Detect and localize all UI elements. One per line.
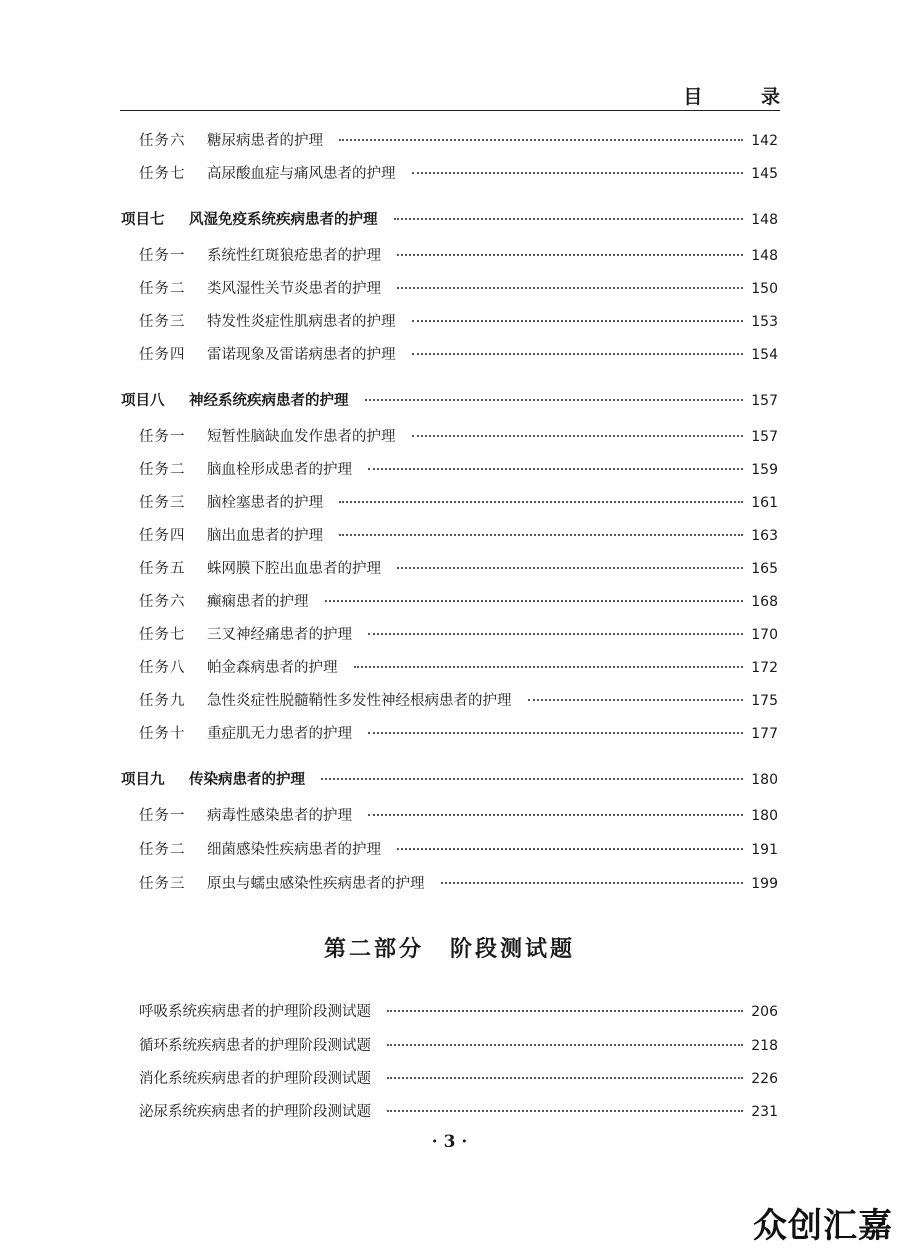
leader-dots: [387, 1043, 743, 1046]
toc-entry-task[interactable]: [0, 623, 899, 647]
page-number: 154: [751, 347, 778, 363]
task-number: 任务六: [139, 594, 186, 610]
page-number: 153: [751, 314, 778, 330]
task-number: 任务一: [139, 808, 186, 824]
leader-dots: [412, 352, 744, 355]
task-number: 任务一: [139, 248, 186, 264]
page-number: 218: [751, 1038, 778, 1054]
toc-entry-project[interactable]: [0, 389, 899, 413]
page-number: 231: [751, 1104, 778, 1120]
toc-entry-task[interactable]: [0, 425, 899, 449]
leader-dots: [441, 881, 744, 884]
running-header: 目 录: [683, 86, 806, 108]
leader-dots: [325, 599, 744, 602]
toc-entry-task[interactable]: [0, 656, 899, 680]
watermark-logo: 众创汇嘉: [753, 1206, 893, 1246]
task-number: 任务一: [139, 429, 186, 445]
page-number: 177: [751, 726, 778, 742]
test-title: 泌尿系统疾病患者的护理阶段测试题: [139, 1104, 371, 1120]
leader-dots: [368, 632, 743, 635]
task-title: 病毒性感染患者的护理: [207, 808, 352, 824]
page-number: 159: [751, 462, 778, 478]
task-number: 任务三: [139, 876, 186, 892]
toc-entry-test[interactable]: [0, 1067, 899, 1091]
task-title: 急性炎症性脱髓鞘性多发性神经根病患者的护理: [207, 693, 512, 709]
task-number: 任务四: [139, 528, 186, 544]
toc-entry-task[interactable]: [0, 557, 899, 581]
toc-entry-task[interactable]: [0, 524, 899, 548]
task-title: 重症肌无力患者的护理: [207, 726, 352, 742]
toc-entry-project[interactable]: [0, 208, 899, 232]
leader-dots: [339, 533, 743, 536]
leader-dots: [412, 434, 744, 437]
toc-entry-task[interactable]: [0, 162, 899, 186]
task-title: 高尿酸血症与痛风患者的护理: [207, 166, 396, 182]
page-number: 142: [751, 133, 778, 149]
task-title: 蛛网膜下腔出血患者的护理: [207, 561, 381, 577]
task-number: 任务三: [139, 495, 186, 511]
task-title: 脑血栓形成患者的护理: [207, 462, 352, 478]
task-title: 短暂性脑缺血发作患者的护理: [207, 429, 396, 445]
toc-entry-test[interactable]: [0, 1034, 899, 1058]
task-title: 脑出血患者的护理: [207, 528, 323, 544]
task-title: 特发性炎症性肌病患者的护理: [207, 314, 396, 330]
page-number: 161: [751, 495, 778, 511]
toc-entry-task[interactable]: [0, 129, 899, 153]
leader-dots: [412, 171, 744, 174]
leader-dots: [339, 138, 743, 141]
task-title: 细菌感染性疾病患者的护理: [207, 842, 381, 858]
project-title: 传染病患者的护理: [189, 772, 305, 788]
project-number: 项目七: [121, 212, 165, 228]
leader-dots: [387, 1009, 743, 1012]
toc-entry-task[interactable]: [0, 722, 899, 746]
page-number: 199: [751, 876, 778, 892]
page-number: 163: [751, 528, 778, 544]
leader-dots: [397, 847, 743, 850]
page-number: 165: [751, 561, 778, 577]
task-number: 任务七: [139, 627, 186, 643]
leader-dots: [339, 500, 743, 503]
task-title: 癫痫患者的护理: [207, 594, 309, 610]
task-number: 任务三: [139, 314, 186, 330]
toc-entry-test[interactable]: [0, 1000, 899, 1024]
task-title: 系统性红斑狼疮患者的护理: [207, 248, 381, 264]
toc-entry-task[interactable]: [0, 244, 899, 268]
task-title: 原虫与蠕虫感染性疾病患者的护理: [207, 876, 425, 892]
page-number: 226: [751, 1071, 778, 1087]
page-number: 150: [751, 281, 778, 297]
header-rule: [120, 110, 780, 111]
page-number: 145: [751, 166, 778, 182]
leader-dots: [397, 253, 743, 256]
page-number: 191: [751, 842, 778, 858]
project-title: 风湿免疫系统疾病患者的护理: [189, 212, 378, 228]
toc-entry-task[interactable]: [0, 804, 899, 828]
toc-entry-task[interactable]: [0, 491, 899, 515]
leader-dots: [354, 665, 744, 668]
page-number: 175: [751, 693, 778, 709]
page-number: 157: [751, 429, 778, 445]
task-number: 任务九: [139, 693, 186, 709]
task-title: 雷诺现象及雷诺病患者的护理: [207, 347, 396, 363]
test-title: 循环系统疾病患者的护理阶段测试题: [139, 1038, 371, 1054]
page-number: 206: [751, 1004, 778, 1020]
leader-dots: [368, 467, 743, 470]
leader-dots: [365, 398, 744, 401]
page-number: 180: [751, 808, 778, 824]
toc-entry-task[interactable]: [0, 310, 899, 334]
task-title: 糖尿病患者的护理: [207, 133, 323, 149]
part-heading: [0, 932, 899, 963]
toc-entry-task[interactable]: [0, 277, 899, 301]
test-title: 呼吸系统疾病患者的护理阶段测试题: [139, 1004, 371, 1020]
project-number: 项目九: [121, 772, 165, 788]
page-folio: · 3 ·: [431, 1132, 468, 1152]
task-title: 三叉神经痛患者的护理: [207, 627, 352, 643]
page-number: 148: [751, 212, 778, 228]
page-number: 180: [751, 772, 778, 788]
page-number: 148: [751, 248, 778, 264]
page-number: 168: [751, 594, 778, 610]
leader-dots: [412, 319, 744, 322]
page-number: 157: [751, 393, 778, 409]
task-title: 脑栓塞患者的护理: [207, 495, 323, 511]
task-number: 任务十: [139, 726, 186, 742]
toc-entry-task[interactable]: [0, 838, 899, 862]
task-number: 任务五: [139, 561, 186, 577]
task-number: 任务二: [139, 462, 186, 478]
task-number: 任务八: [139, 660, 186, 676]
leader-dots: [368, 813, 743, 816]
task-number: 任务四: [139, 347, 186, 363]
leader-dots: [397, 286, 743, 289]
toc-entry-task[interactable]: [0, 689, 899, 713]
toc-entry-task[interactable]: [0, 343, 899, 367]
leader-dots: [387, 1109, 743, 1112]
task-number: 任务二: [139, 281, 186, 297]
task-number: 任务二: [139, 842, 186, 858]
toc-entry-task[interactable]: [0, 590, 899, 614]
leader-dots: [368, 731, 743, 734]
leader-dots: [397, 566, 743, 569]
toc-entry-task[interactable]: [0, 872, 899, 896]
part-title: 阶段测试题: [450, 936, 576, 962]
task-title: 类风湿性关节炎患者的护理: [207, 281, 381, 297]
test-title: 消化系统疾病患者的护理阶段测试题: [139, 1071, 371, 1087]
task-number: 任务七: [139, 166, 186, 182]
project-title: 神经系统疾病患者的护理: [189, 393, 349, 409]
page-number: 170: [751, 627, 778, 643]
toc-entry-project[interactable]: [0, 768, 899, 792]
project-number: 项目八: [121, 393, 165, 409]
toc-entry-test[interactable]: [0, 1100, 899, 1124]
leader-dots: [321, 777, 743, 780]
task-title: 帕金森病患者的护理: [207, 660, 338, 676]
part-label: 第二部分: [323, 936, 424, 962]
toc-entry-task[interactable]: [0, 458, 899, 482]
leader-dots: [394, 217, 744, 220]
page-number: 172: [751, 660, 778, 676]
leader-dots: [387, 1076, 743, 1079]
task-number: 任务六: [139, 133, 186, 149]
leader-dots: [528, 698, 744, 701]
